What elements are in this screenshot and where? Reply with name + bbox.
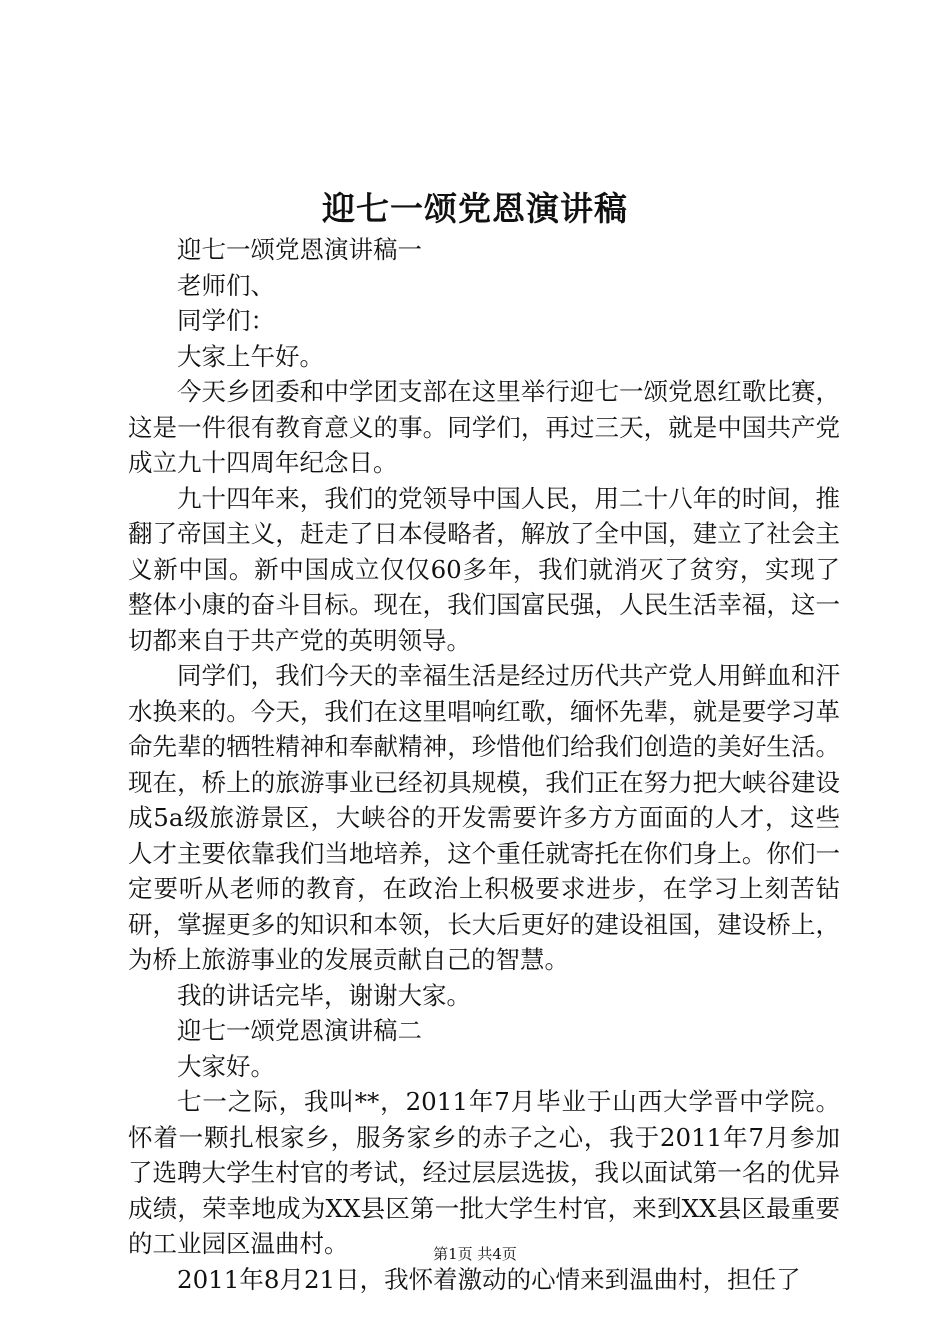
paragraph: 迎七一颂党恩演讲稿二 [177,1016,422,1045]
paragraph: 我的讲话完毕，谢谢大家。 [177,980,471,1010]
paragraph: 同学们： [177,306,275,335]
paragraph: 九十四年来，我们的党领导中国人民，用二十八年的时间，推翻了帝国主义，赶走了日本侵略者，解放了全中国，建立了社会主义新中国。新中国成立仅仅60多年，我们就消灭了贫穷，实现了整体小康的奋斗目标。现在，我们国富民强，人民生活幸福，这一切都来自于共产党的英明领导。 [128,483,840,655]
paragraph: 2011年8月21日，我怀着激动的心情来到温曲村，担任了 [177,1264,801,1294]
paragraph: 迎七一颂党恩演讲稿一 [177,235,422,264]
document-title: 迎七一颂党恩演讲稿 [322,189,628,228]
paragraph: 老师们、 [177,270,275,300]
document-body [128,232,840,1297]
page-footer: 第1页 共4页 [433,1245,517,1263]
paragraph: 同学们，我们今天的幸福生活是经过历代共产党人用鲜血和汗水换来的。今天，我们在这里唱响红歌，缅怀先辈，就是要学习革命先辈的牺牲精神和奉献精神，珍惜他们给我们创造的美好生活。现在，桥上的旅游事业已经初具规模，我们正在努力把大峡谷建设成5a级旅游景区，大峡谷的开发需要许多方方面面的人才，这些人才主要依靠我们当地培养，这个重任就寄托在你们身上。你们一定要听从老师的教育，在政治上积极要求进步，在学习上刻苦钻研，掌握更多的知识和本领，长大后更好的建设祖国，建设桥上，为桥上旅游事业的发展贡献自己的智慧。 [128,661,840,974]
paragraph: 大家好。 [177,1051,275,1081]
paragraph: 大家上午好。 [177,341,324,371]
paragraph: 七一之际，我叫**，2011年7月毕业于山西大学晋中学院。怀着一颗扎根家乡，服务家乡的赤子之心，我于2011年7月参加了选聘大学生村官的考试，经过层层选拔，我以面试第一名的优异成绩，荣幸地成为XX县区第一批大学生村官，来到XX县区最重要的工业园区温曲村。 [128,1087,840,1258]
paragraph: 今天乡团委和中学团支部在这里举行迎七一颂党恩红歌比赛，这是一件很有教育意义的事。同学们，再过三天，就是中国共产党成立九十四周年纪念日。 [128,377,840,477]
